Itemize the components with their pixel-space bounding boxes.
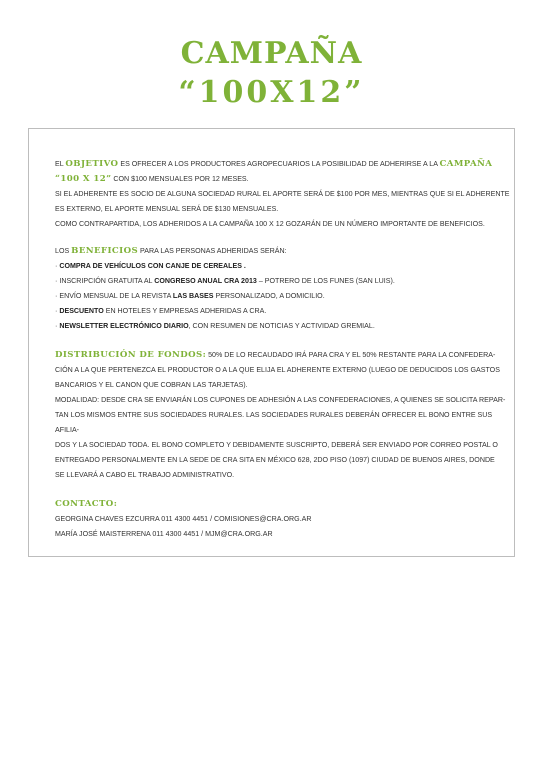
modalidad-paragraph: MODALIDAD: DESDE CRA SE ENVIARÁN LOS CUPONES DE ADHESIÓN A LAS CONFEDERACIONES, A QUIENES SE SOLICITA REPAR- bbox=[55, 396, 506, 404]
benefit-item: · DESCUENTO EN HOTELES Y EMPRESAS ADHERIDAS A CRA. bbox=[55, 304, 515, 319]
contact-line: GEORGINA CHAVES EZCURRA 011 4300 4451 / COMISIONES@CRA.ORG.AR bbox=[55, 515, 312, 523]
benefit-item: · INSCRIPCIÓN GRATUITA AL CONGRESO ANUAL CRA 2013 – POTRERO DE LOS FUNES (SAN LUIS). bbox=[55, 274, 515, 289]
distribution-paragraph: DISTRIBUCIÓN DE FONDOS: 50% DE LO RECAUDADO IRÁ PARA CRA Y EL 50% RESTANTE PARA LA CONFEDERA- bbox=[55, 350, 496, 360]
socio-paragraph-line1: SI EL ADHERENTE ES SOCIO DE ALGUNA SOCIEDAD RURAL EL APORTE SERÁ DE $100 POR MES, MIENTRAS QUE SI EL ADHERENTE bbox=[55, 190, 510, 198]
benefit-item: · NEWSLETTER ELECTRÓNICO DIARIO, CON RESUMEN DE NOTICIAS Y ACTIVIDAD GREMIAL. bbox=[55, 319, 515, 334]
campaign-title: CAMPAÑA bbox=[180, 36, 363, 71]
objective-paragraph: EL OBJETIVO ES OFRECER A LOS PRODUCTORES AGROPECUARIOS LA POSIBILIDAD DE ADHERIRSE A LA CAMPAÑA bbox=[55, 159, 493, 169]
keyword-beneficios: BENEFICIOS bbox=[71, 246, 139, 256]
keyword-100x12: “100 X 12” bbox=[55, 174, 112, 184]
contact-heading: CONTACTO: bbox=[55, 499, 118, 509]
benefits-intro: LOS BENEFICIOS PARA LAS PERSONAS ADHERIDAS SERÁN: bbox=[55, 246, 287, 256]
contrapartida-paragraph: COMO CONTRAPARTIDA, LOS ADHERIDOS A LA CAMPAÑA 100 X 12 GOZARÁN DE UN NÚMERO IMPORTANTE DE BENEFICIOS. bbox=[55, 220, 485, 228]
keyword-distribucion: DISTRIBUCIÓN DE FONDOS: bbox=[55, 350, 207, 360]
campaign-subtitle: “100X12” bbox=[178, 75, 365, 110]
contact-line: MARÍA JOSÉ MAISTERRENA 011 4300 4451 / MJM@CRA.ORG.AR bbox=[55, 530, 273, 538]
socio-paragraph-line2: ES EXTERNO, EL APORTE MENSUAL SERÁ DE $130 MENSUALES. bbox=[55, 205, 279, 213]
benefit-item: · COMPRA DE VEHÍCULOS CON CANJE DE CEREALES . bbox=[55, 259, 515, 274]
benefit-item: · ENVÍO MENSUAL DE LA REVISTA LAS BASES PERSONALIZADO, A DOMICILIO. bbox=[55, 289, 515, 304]
keyword-objetivo: OBJETIVO bbox=[65, 159, 119, 169]
keyword-campana: CAMPAÑA bbox=[439, 159, 493, 169]
content-body: EL OBJETIVO ES OFRECER A LOS PRODUCTORES AGROPECUARIOS LA POSIBILIDAD DE ADHERIRSE A LA CAMPAÑA “100 X 12” CON $100 MENSUALES POR 12 MESES. SI EL ADHERENTE ES SOCIO DE ALGUNA SOCIEDAD RURAL EL APORTE SERÁ DE $100 POR MES, MIENTRAS QUE SI EL ADHERENTE ES EXTERNO, EL APORTE MENSUAL SERÁ DE $130 MENSUALES. COMO CONTRAPARTIDA, LOS ADHERIDOS A LA CAMPAÑA 100 X 12 GOZARÁN DE UN NÚMERO IMPORTANTE DE BENEFICIOS. LOS BENEFICIOS PARA LAS PERSONAS ADHERIDAS SERÁN: · COMPRA DE VEHÍCULOS CON CANJE DE CEREALES . · INSCRIPCIÓN GRATUITA AL CONGRESO ANUAL CRA 2013 – POTRERO DE LOS FUNES (SAN LUIS). · ENVÍO MENSUAL DE LA REVISTA LAS BASES PERSONALIZADO, A DOMICILIO. · DESCUENTO EN HOTELES Y EMPRESAS ADHERIDAS A CRA. · NEWSLETTER ELECTRÓNICO DIARIO, CON RESUMEN DE NOTICIAS Y ACTIVIDAD GREMIAL. DISTRIBUCIÓN DE FONDOS: 50% DE LO RECAUDADO IRÁ PARA CRA Y EL 50% RESTANTE PARA LA CONFEDERA- CIÓN A LA QUE PERTENEZCA EL PRODUCTOR O A LA QUE ELIJA EL ADHERENTE EXTERNO (LUEGO DE DEDUCIDOS LOS GASTOS BANCARIOS Y EL CANON QUE COBRAN LAS TARJETAS). MODALIDAD: DESDE CRA SE ENVIARÁN LOS CUPONES DE ADHESIÓN A LAS CONFEDERACIONES, A QUIENES SE SOLICITA REPAR- TAN LOS MISMOS ENTRE SUS SOCIEDADES RURALES. LAS SOCIEDADES RURALES DEBERÁN OFRECER EL BONO ENTRE SUS AFILIA- DOS Y LA SOCIEDAD TODA. EL BONO COMPLETO Y DEBIDAMENTE SUSCRIPTO, DEBERÁ SER ENVIADO POR CORREO POSTAL O ENTREGADO PERSONALMENTE EN LA SEDE DE CRA SITA EN MÉXICO 628, 2DO PISO (1097) CIUDAD DE BUENOS AIRES, DONDE SE LLEVARÁ A CABO EL TRABAJO ADMINISTRATIVO. CONTACTO: GEORGINA CHAVES EZCURRA 011 4300 4451 / COMISIONES@CRA.ORG.AR MARÍA JOSÉ MAISTERRENA 011 4300 4451 / MJM@CRA.ORG.AR bbox=[55, 157, 515, 542]
